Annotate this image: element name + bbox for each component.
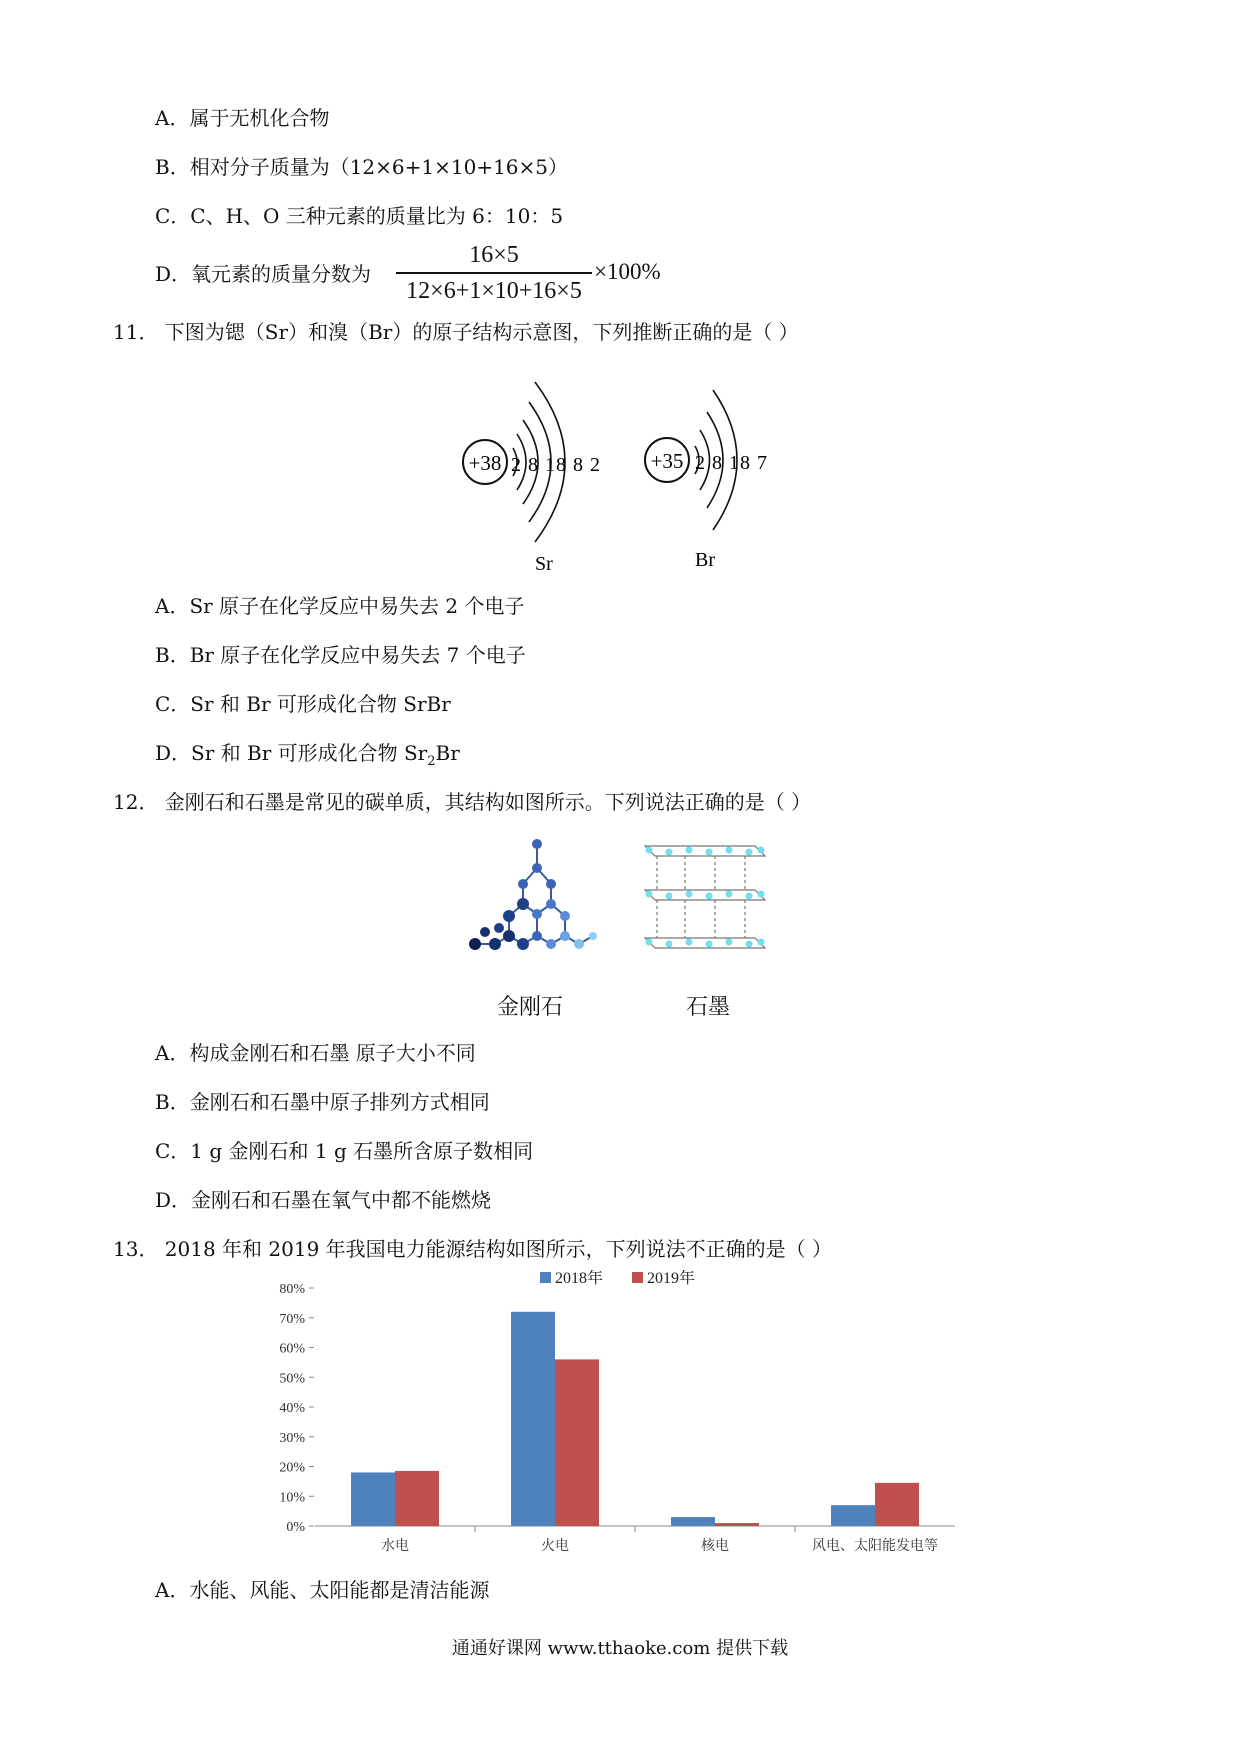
x-category-label: 核电 xyxy=(701,1539,729,1554)
fraction-bar xyxy=(396,272,592,274)
bar-2019年-风电、太阳能发电等 xyxy=(875,1483,919,1526)
q11-option-c: C．Sr 和 Br 可形成化合物 SrBr xyxy=(155,692,451,716)
br-nucleus-charge: +35 xyxy=(650,449,684,473)
q11-option-d-subscript: 2 xyxy=(427,754,436,769)
fraction-denominator: 12×6+1×10+16×5 xyxy=(406,278,582,304)
br-atom-diagram xyxy=(645,390,768,571)
y-tick-label: 80% xyxy=(279,1282,305,1297)
y-tick-label: 10% xyxy=(279,1490,305,1506)
diamond-structure-image xyxy=(475,844,593,944)
legend-label: 2018年 xyxy=(555,1270,604,1287)
y-tick-label: 70% xyxy=(279,1311,305,1327)
q12-option-d: D．金刚石和石墨在氧气中都不能燃烧 xyxy=(155,1188,492,1212)
legend-swatch xyxy=(632,1272,643,1283)
bar-2019年-核电 xyxy=(715,1523,759,1526)
q10-option-d-suffix: ×100% xyxy=(594,259,661,284)
bar-2019年-火电 xyxy=(555,1359,599,1526)
bar-2018年-火电 xyxy=(511,1312,555,1526)
y-tick-label: 0% xyxy=(286,1520,305,1535)
q10-option-d-prefix: D．氧元素的质量分数为 xyxy=(155,262,372,286)
page-footer: 通通好课网 www.tthaoke.com 提供下载 xyxy=(451,1638,789,1659)
legend-swatch xyxy=(540,1272,551,1283)
y-tick-label: 40% xyxy=(279,1401,305,1416)
bar-2018年-水电 xyxy=(351,1472,395,1526)
sr-nucleus-charge: +38 xyxy=(468,451,502,475)
q12-option-a: A．构成金刚石和石墨 原子大小不同 xyxy=(155,1041,476,1065)
y-tick-label: 30% xyxy=(279,1430,305,1446)
br-label: Br xyxy=(695,549,715,571)
sr-label: Sr xyxy=(535,553,553,575)
y-tick-label: 60% xyxy=(279,1341,305,1357)
energy-structure-bar-chart xyxy=(250,1270,980,1560)
q11-option-d-prefix: D．Sr 和 Br 可形成化合物 Sr xyxy=(155,741,428,765)
fraction-numerator: 16×5 xyxy=(469,242,519,268)
x-category-label: 火电 xyxy=(541,1539,569,1554)
q11-option-b: B．Br 原子在化学反应中易失去 7 个电子 xyxy=(155,643,526,667)
q12-option-c: C．1 g 金刚石和 1 g 石墨所含原子数相同 xyxy=(155,1139,534,1163)
q10-option-b: B．相对分子质量为（12×6+1×10+16×5） xyxy=(155,155,569,179)
q11-stem: 11． 下图为锶（Sr）和溴（Br）的原子结构示意图，下列推断正确的是（ ） xyxy=(113,320,799,344)
q11-option-d xyxy=(155,739,460,776)
q11-option-d-suffix: Br xyxy=(435,741,460,765)
q11-option-a: A．Sr 原子在化学反应中易失去 2 个电子 xyxy=(155,594,525,618)
sr-electron-shells: 2 8 18 8 2 xyxy=(511,454,601,476)
sr-atom-diagram xyxy=(463,382,601,575)
y-tick-label: 50% xyxy=(279,1371,305,1387)
x-category-label: 风电、太阳能发电等 xyxy=(812,1539,938,1554)
bar-2018年-核电 xyxy=(671,1517,715,1526)
br-electron-shells: 2 8 18 7 xyxy=(695,452,768,474)
q10-fraction xyxy=(396,240,592,306)
bar-2018年-风电、太阳能发电等 xyxy=(831,1505,875,1526)
graphite-atoms xyxy=(646,847,765,948)
atom-structure-diagram xyxy=(455,362,805,582)
legend-label: 2019年 xyxy=(647,1270,696,1287)
x-category-label: 水电 xyxy=(381,1539,409,1554)
q10-option-c: C．C、H、O 三种元素的质量比为 6：10：5 xyxy=(155,204,564,228)
q12-option-b: B．金刚石和石墨中原子排列方式相同 xyxy=(155,1090,490,1114)
carbon-structures-figure xyxy=(465,838,785,968)
q13-stem: 13． 2018 年和 2019 年我国电力能源结构如图所示，下列说法不正确的是（ ） xyxy=(113,1237,833,1261)
bar-2019年-水电 xyxy=(395,1471,439,1526)
q12-stem: 12． 金刚石和石墨是常见的碳单质，其结构如图所示。下列说法正确的是（ ） xyxy=(113,790,812,814)
graphite-caption: 石墨 xyxy=(686,995,731,1020)
diamond-atoms xyxy=(469,839,597,950)
q13-option-a: A．水能、风能、太阳能都是清洁能源 xyxy=(155,1578,490,1602)
diamond-caption: 金刚石 xyxy=(497,995,564,1020)
y-tick-label: 20% xyxy=(279,1460,305,1476)
q10-option-a: A．属于无机化合物 xyxy=(155,106,330,130)
